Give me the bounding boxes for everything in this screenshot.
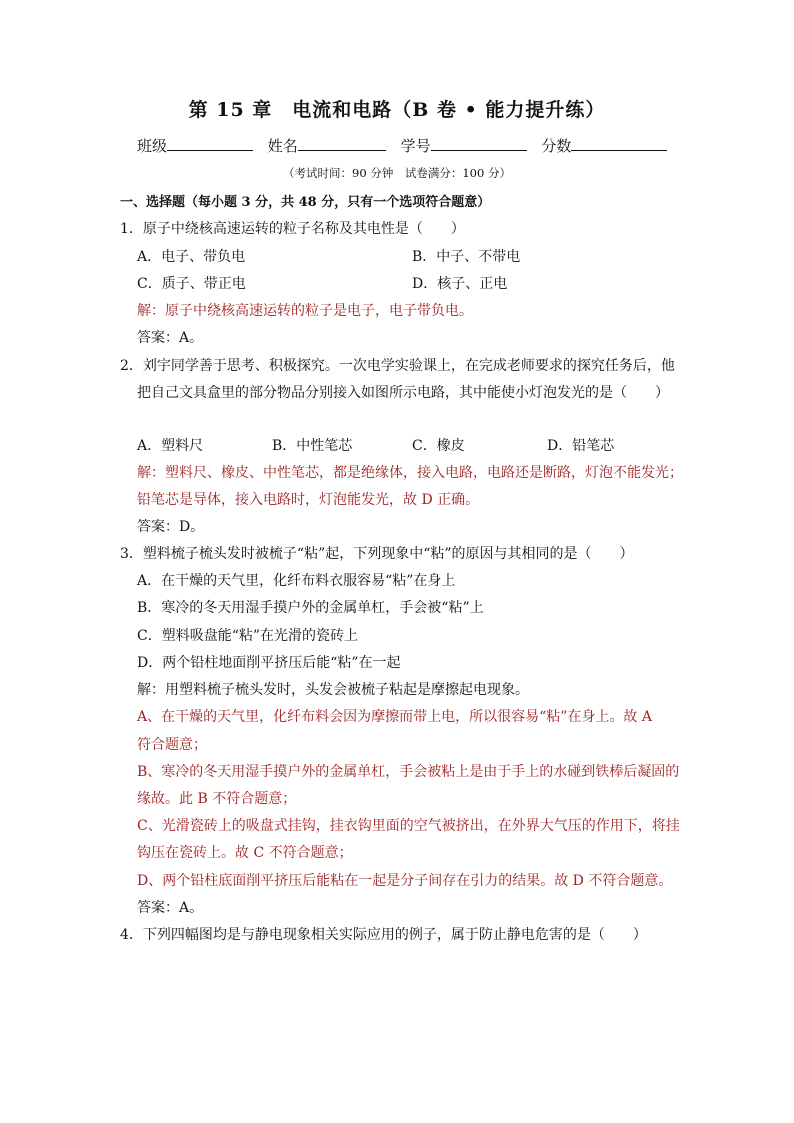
question-1-option-d: D．核子、正电 [412, 276, 508, 292]
question-3-option-d: D．两个铅柱地面削平挤压后能“粘”在一起 [137, 655, 401, 671]
question-3-explanation-c-2: 钩压在瓷砖上。故 C 不符合题意； [137, 845, 353, 861]
question-3-option-b: B．寒冷的冬天用湿手摸户外的金属单杠，手会被“粘”上 [137, 600, 484, 616]
student-id-label: 学号 [400, 137, 431, 155]
question-3-stem: 3．塑料梳子梳头发时被梳子“粘”起，下列现象中“粘”的原因与其相同的是（ ） [120, 546, 634, 562]
question-1-option-b: B．中子、不带电 [412, 249, 521, 265]
question-1-option-c: C．质子、带正电 [137, 276, 246, 292]
question-2-explanation-line-1: 解：塑料尺、橡皮、中性笔芯，都是绝缘体，接入电路，电路还是断路，灯泡不能发光； [137, 465, 683, 481]
section-title: 一、选择题（每小题 3 分，共 48 分，只有一个选项符合题意） [120, 195, 491, 210]
student-info-line [137, 135, 677, 156]
question-3-explanation-a-2: 符合题意； [137, 737, 207, 753]
question-2-stem-line-1: 2．刘宇同学善于思考、积极探究。一次电学实验课上，在完成老师要求的探究任务后，他 [120, 358, 675, 374]
class-field[interactable] [167, 136, 253, 151]
student-id-field[interactable] [431, 136, 527, 151]
question-3-answer: 答案：A。 [137, 900, 204, 916]
question-3-explanation-a-1: A、在干燥的天气里，化纤布料会因为摩擦而带上电，所以很容易“粘”在身上。故 A [137, 709, 652, 725]
question-3-explanation-b-2: 缘故。此 B 不符合题意； [137, 791, 297, 807]
question-4-stem: 4．下列四幅图均是与静电现象相关实际应用的例子，属于防止静电危害的是（ ） [120, 927, 647, 943]
question-3-option-a: A．在干燥的天气里，化纤布料衣服容易“粘”在身上 [137, 573, 456, 589]
question-2-option-c: C．橡皮 [412, 438, 465, 454]
page-title: 第 15 章 电流和电路（B 卷 • 能力提升练） [188, 99, 606, 121]
question-1-stem: 1．原子中绕核高速运转的粒子名称及其电性是（ ） [120, 221, 465, 237]
question-2-answer: 答案：D。 [137, 519, 205, 535]
question-3-explanation-intro: 解：用塑料梳子梳头发时，头发会被梳子粘起是摩擦起电现象。 [137, 682, 529, 698]
name-field[interactable] [298, 136, 386, 151]
question-2-option-d: D．铅笔芯 [547, 438, 615, 454]
score-label: 分数 [541, 137, 572, 155]
class-label: 班级 [137, 137, 168, 155]
question-3-explanation-d: D、两个铅柱底面削平挤压后能粘在一起是分子间存在引力的结果。故 D 不符合题意。 [137, 873, 673, 889]
question-3-explanation-b-1: B、寒冷的冬天用湿手摸户外的金属单杠，手会被粘上是由于手上的水碰到铁棒后凝固的 [137, 764, 680, 780]
question-1-explanation: 解：原子中绕核高速运转的粒子是电子，电子带负电。 [137, 303, 473, 319]
question-3-explanation-c-1: C、光滑瓷砖上的吸盘式挂钩，挂衣钩里面的空气被挤出，在外界大气压的作用下，将挂 [137, 818, 680, 834]
name-label: 姓名 [267, 137, 298, 155]
question-2-option-b: B．中性笔芯 [272, 438, 353, 454]
question-1-answer: 答案：A。 [137, 330, 204, 346]
exam-info: （考试时间：90 分钟 试卷满分：100 分） [283, 166, 511, 180]
question-2-stem-line-2: 把自己文具盒里的部分物品分别接入如图所示电路，其中能使小灯泡发光的是（ ） [137, 385, 669, 401]
score-field[interactable] [571, 136, 667, 151]
question-3-option-c: C．塑料吸盘能“粘”在光滑的瓷砖上 [137, 628, 359, 644]
question-1-option-a: A．电子、带负电 [137, 249, 246, 265]
question-2-explanation-line-2: 铅笔芯是导体，接入电路时，灯泡能发光，故 D 正确。 [137, 492, 480, 508]
question-2-option-a: A．塑料尺 [137, 438, 204, 454]
